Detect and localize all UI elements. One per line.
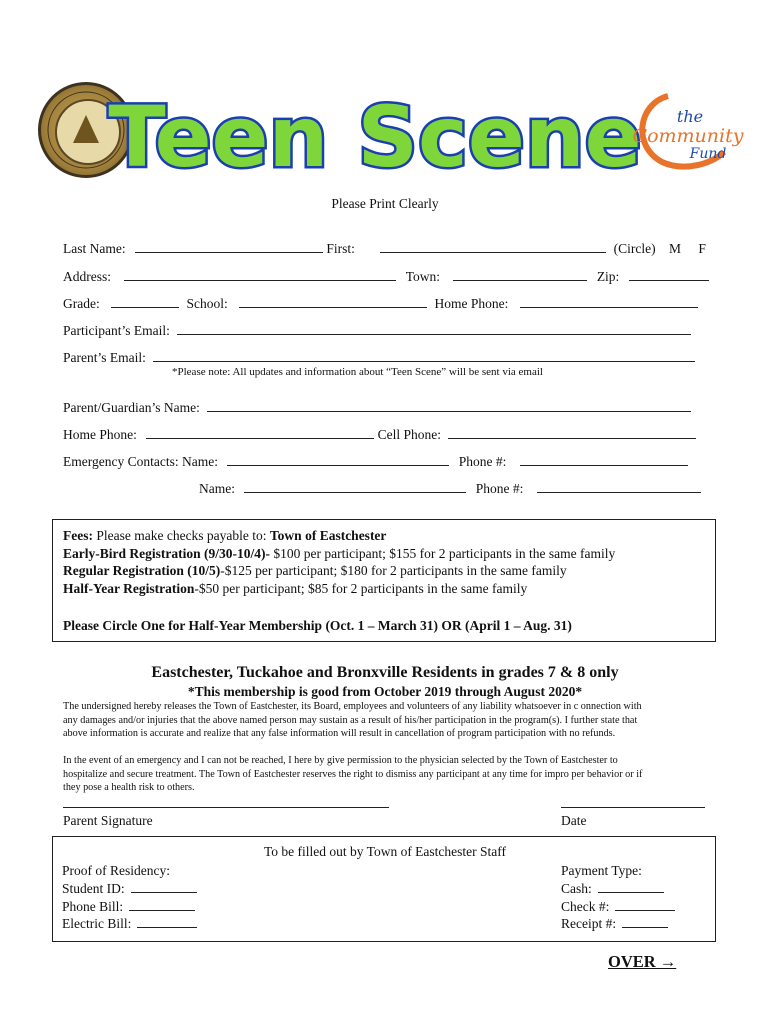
parent-email-label: Parent’s Email: <box>63 350 146 365</box>
home-phone-field[interactable] <box>520 295 698 308</box>
svg-text:Fund: Fund <box>689 146 727 162</box>
cash-row: Cash: <box>561 880 675 898</box>
proof-label: Proof of Residency: <box>62 863 170 878</box>
print-clearly-note: Please Print Clearly <box>331 196 439 211</box>
school-field[interactable] <box>239 295 427 308</box>
gender-m-option[interactable]: M <box>668 241 681 256</box>
proof-of-residency-section <box>62 862 197 933</box>
guardian-name-row <box>63 399 691 416</box>
emergency-contact-row-2 <box>199 480 701 497</box>
staff-heading: To be filled out by Town of Eastchester Staff <box>263 844 507 859</box>
half-year-circle-note: Please Circle One for Half-Year Membership (Oct. 1 – March 31) OR (April 1 – Aug. 31) <box>63 618 572 633</box>
emergency-phone-field-1[interactable] <box>520 453 688 466</box>
participant-email-label: Participant’s Email: <box>63 323 170 338</box>
grade-field[interactable] <box>111 295 179 308</box>
cell-phone-field[interactable] <box>448 426 696 439</box>
parent-email-row <box>63 349 695 366</box>
gender-f-option[interactable]: F <box>698 241 706 256</box>
town-label: Town: <box>405 269 441 284</box>
guardian-name-label: Parent/Guardian’s Name: <box>63 400 200 415</box>
check-row: Check #: <box>561 898 675 916</box>
phone-bill-row: Phone Bill: <box>62 898 197 916</box>
guardian-home-phone-field[interactable] <box>146 426 374 439</box>
address-row <box>63 268 709 285</box>
over-indicator: OVER → <box>608 952 677 971</box>
guardian-name-field[interactable] <box>207 399 691 412</box>
parent-signature-line[interactable] <box>63 807 389 808</box>
gender-circle-label: (Circle) <box>613 241 656 256</box>
payment-section <box>561 862 675 933</box>
emergency-name-field-2[interactable] <box>244 480 466 493</box>
community-fund-logo <box>628 86 748 176</box>
school-label: School: <box>186 296 228 311</box>
emergency-name-field-1[interactable] <box>227 453 449 466</box>
parent-email-field[interactable] <box>153 349 695 362</box>
teen-scene-title-logo <box>108 78 642 188</box>
title-text: Teen Scene <box>108 88 642 186</box>
membership-period: *This membership is good from October 2019 through August 2020* <box>187 684 583 699</box>
guardian-phone-row <box>63 426 696 443</box>
payment-type-label: Payment Type: <box>561 863 642 878</box>
town-field[interactable] <box>453 268 587 281</box>
name-row <box>63 240 706 257</box>
last-name-label: Last Name: <box>63 241 126 256</box>
emergency-phone-field-2[interactable] <box>537 480 701 493</box>
check-field[interactable] <box>615 898 675 911</box>
emergency-phone-label-2: Phone #: <box>475 481 524 496</box>
student-id-field[interactable] <box>131 880 197 893</box>
electric-bill-field[interactable] <box>137 915 197 928</box>
first-name-label: First: <box>326 241 355 256</box>
zip-label: Zip: <box>596 269 620 284</box>
last-name-field[interactable] <box>135 240 323 253</box>
residency-heading: Eastchester, Tuckahoe and Bronxville Residents in grades 7 & 8 only <box>151 664 619 681</box>
cash-field[interactable] <box>598 880 664 893</box>
grade-row <box>63 295 698 312</box>
emergency-phone-label-1: Phone #: <box>458 454 507 469</box>
receipt-field[interactable] <box>622 915 668 928</box>
emergency-name-label-2: Name: <box>199 481 235 496</box>
participant-email-row <box>63 322 691 339</box>
email-note: *Please note: All updates and information about “Teen Scene” will be sent via email <box>172 366 543 378</box>
zip-field[interactable] <box>629 268 709 281</box>
guardian-home-phone-label: Home Phone: <box>63 427 137 442</box>
address-label: Address: <box>63 269 111 284</box>
parent-signature-label: Parent Signature <box>63 813 153 828</box>
date-line[interactable] <box>561 807 705 808</box>
fees-section <box>63 527 615 597</box>
receipt-row: Receipt #: <box>561 915 675 933</box>
date-label: Date <box>561 813 587 828</box>
electric-bill-row: Electric Bill: <box>62 915 197 933</box>
address-field[interactable] <box>124 268 396 281</box>
early-bird-line: Early-Bird Registration (9/30-10/4)- $100 per participant; $155 for 2 participants in the same family <box>63 545 616 561</box>
emergency-paragraph: In the event of an emergency and I can not be reached, I here by give permission to the physician selected by the Town of Eastchester to hospitalize and secure treatment. The Town of Eastchester reserves the right to dismiss any participant at any time for impro per behavior or if they pose a health risk to others. <box>63 755 643 793</box>
participant-email-field[interactable] <box>177 322 691 335</box>
fees-line: Fees: Please make checks payable to: Town of Eastchester <box>63 528 387 543</box>
release-paragraph: The undersigned hereby releases the Town of Eastchester, its Board, employees and volunteers of any liability whatsoever in c onnection with any damages and/or injuries that the above named person may sustain as a result of his/her participation in the program(s). I further state that above information is accurate and realize that any false information will result in cancellation of program participation with no refunds. <box>63 701 642 739</box>
phone-bill-field[interactable] <box>129 898 195 911</box>
svg-text:the: the <box>676 107 704 126</box>
half-year-line: Half-Year Registration-$50 per participant; $85 for 2 participants in the same family <box>63 580 528 596</box>
grade-label: Grade: <box>63 296 100 311</box>
regular-line: Regular Registration (10/5)-$125 per participant; $180 for 2 participants in the same family <box>63 563 567 578</box>
student-id-row: Student ID: <box>62 880 197 898</box>
home-phone-label: Home Phone: <box>434 296 509 311</box>
svg-text:Community: Community <box>632 125 744 147</box>
cell-phone-label: Cell Phone: <box>377 427 441 442</box>
first-name-field[interactable] <box>380 240 606 253</box>
emergency-contacts-label: Emergency Contacts: Name: <box>63 454 218 469</box>
emergency-contact-row-1 <box>63 453 688 470</box>
